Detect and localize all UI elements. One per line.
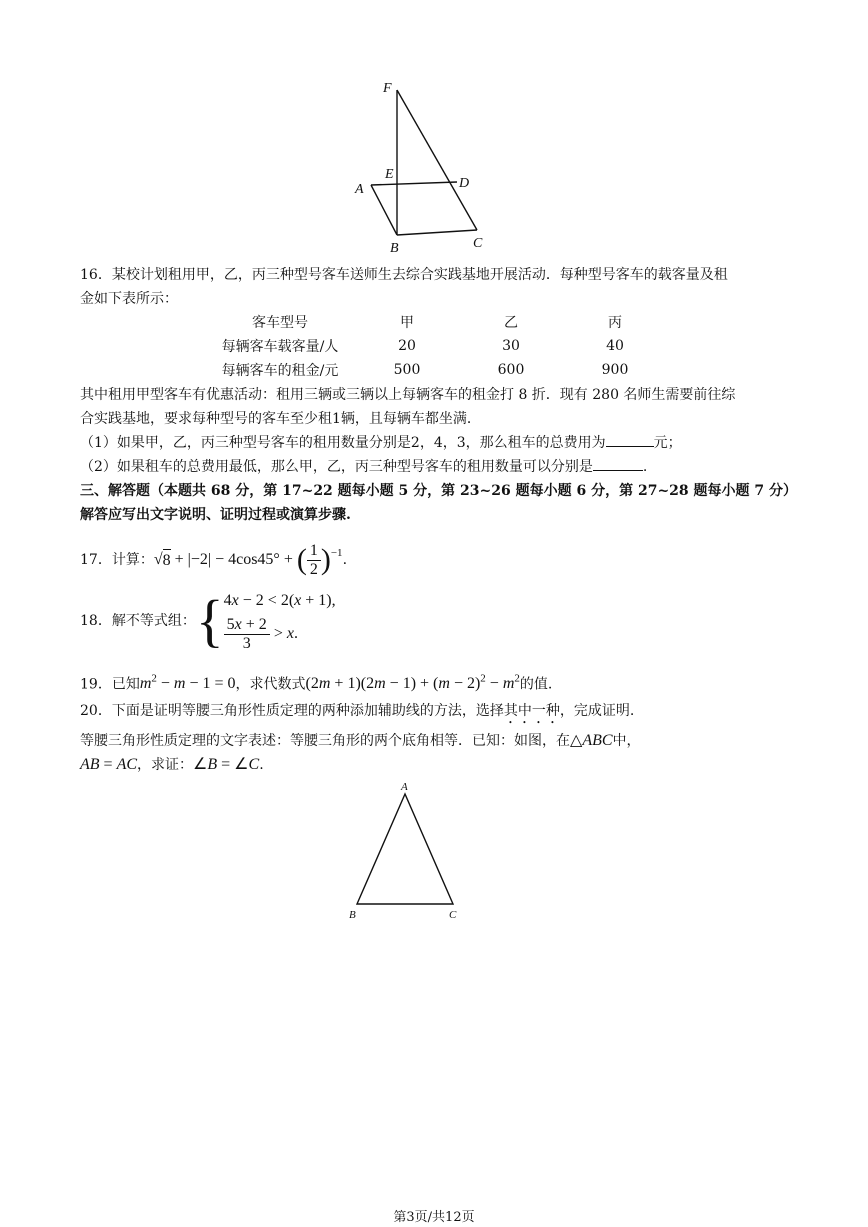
q17-label: 17．计算： — [80, 552, 154, 568]
q17-expression: √ 8 + |−2| − 4cos45° + ( $\frac{1}{2}$ ) −1 — [153, 541, 343, 578]
page-number: 第3页/共12页 — [393, 1210, 475, 1225]
section3-title: 三、解答题（本题共 68 分，第 17~22 题每小题 5 分，第 23~26 题每小题 6 分，第 27~28 题每小题 7 分） — [80, 483, 798, 499]
table-cell: 30 — [502, 338, 520, 354]
label-b: B — [349, 909, 356, 921]
label-e: E — [385, 167, 394, 182]
table-header-row — [205, 310, 667, 334]
q19-expression: $(2m + 1)(2m - 1) + (m - 2)^2 - m^2$ — [305, 673, 520, 693]
q20-prove: ∠B = ∠C — [193, 756, 260, 773]
triangle-figure-abc — [345, 778, 470, 923]
q16-part1-text: （1）如果甲，乙，丙三种型号客车的租用数量分别是2，4，3，那么租车的总费用为 — [80, 435, 606, 451]
q16-part1 — [80, 432, 800, 454]
q20-line1-post: ，完成证明. — [559, 703, 635, 719]
rental-table — [205, 310, 667, 382]
geometry-figure-fbcd — [345, 70, 520, 255]
table-cell: 600 — [497, 362, 525, 378]
q20-triangle: △ABC — [570, 732, 613, 749]
q20-given: AB = AC — [80, 756, 138, 773]
q16-line4: 合实践基地，要求每种型号的客车至少租1辆，且每辆车都坐满． — [80, 411, 481, 427]
table-cell: 每辆客车载客量/人 — [221, 339, 339, 355]
table-cell: 500 — [393, 362, 421, 378]
table-header-cell: 丙 — [608, 315, 622, 331]
q16-line3: 其中租用甲型客车有优惠活动：租用三辆或三辆以上每辆客车的租金打 8 折．现有 280 名师生需要前往综 — [80, 387, 736, 403]
q17-end: . — [342, 552, 348, 568]
q18-system: { 4x − 2 < 2(x + 1), $\frac{5x + 2}{3}$ > x . — [195, 588, 336, 653]
q16-line1: 16．某校计划租用甲，乙，丙三种型号客车送师生去综合实践基地开展活动．每种型号客车的载客量及租 — [80, 267, 728, 283]
answer-blank-1[interactable] — [606, 432, 654, 447]
q19-post: 的值. — [519, 676, 553, 693]
label-c: C — [449, 909, 457, 921]
table-cell: 20 — [398, 338, 416, 354]
q20-line2-pre: 等腰三角形性质定理的文字表述：等腰三角形的两个底角相等．已知：如图，在 — [80, 733, 570, 749]
table-row — [205, 334, 667, 358]
q19 — [80, 668, 800, 695]
q20-line3-mid: ，求证： — [137, 757, 194, 773]
table-cell: 每辆客车的租金/元 — [221, 363, 339, 379]
table-header-cell: 甲 — [400, 315, 414, 331]
label-b: B — [390, 241, 399, 255]
table-header-cell: 乙 — [504, 315, 518, 331]
label-a: A — [401, 781, 408, 793]
label-d: D — [459, 176, 470, 191]
q16-part2-end: . — [642, 459, 648, 475]
q19-pre: 19．已知 — [80, 676, 140, 693]
table-cell: 900 — [601, 362, 629, 378]
q20-emphasis: 其中一种 — [503, 703, 560, 719]
q16-part2 — [80, 456, 800, 478]
q20-line1-pre: 20．下面是证明等腰三角形性质定理的两种添加辅助线的方法，选择 — [80, 703, 504, 719]
q16-part1-unit: 元； — [653, 435, 682, 451]
q20-line1 — [80, 700, 800, 727]
label-c: C — [473, 236, 483, 251]
q16-line2: 金如下表所示： — [80, 291, 178, 307]
q18-label: 18．解不等式组： — [80, 613, 196, 629]
q20-line3 — [80, 754, 800, 776]
answer-blank-2[interactable] — [593, 456, 643, 471]
label-f: F — [383, 81, 392, 96]
q20-line2 — [80, 730, 800, 752]
table-cell: 40 — [606, 338, 624, 354]
label-a: A — [355, 182, 364, 197]
q17 — [80, 538, 800, 582]
table-row — [205, 358, 667, 382]
section3-note: 解答应写出文字说明、证明过程或演算步骤. — [80, 507, 351, 523]
q19-condition: $m^2 - m - 1 = 0$ — [139, 673, 236, 693]
q16-part2-text: （2）如果租车的总费用最低，那么甲，乙，丙三种型号客车的租用数量可以分别是 — [80, 459, 593, 475]
q20-line2-post: 中， — [612, 733, 641, 749]
table-header-cell: 客车型号 — [252, 315, 308, 331]
q20-line3-end: . — [259, 757, 264, 773]
q19-mid: ，求代数式 — [235, 676, 306, 693]
q18 — [80, 586, 800, 656]
